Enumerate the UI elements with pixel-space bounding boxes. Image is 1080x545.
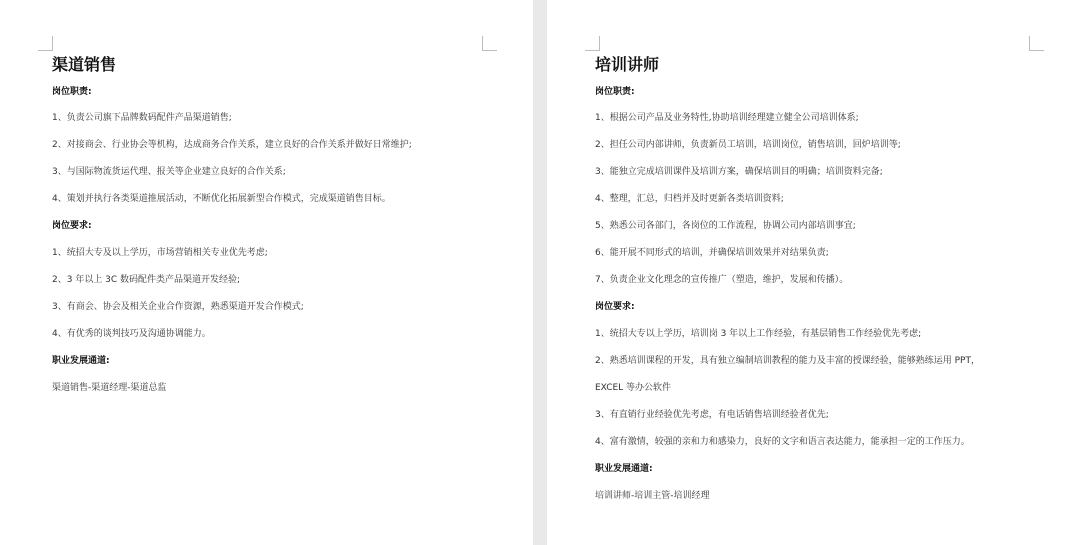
section-heading-requirements: 岗位要求: (595, 302, 635, 312)
margin-corner-mark (482, 36, 497, 51)
duty-item: 1、负责公司旗下品牌数码配件产品渠道销售; (52, 113, 232, 123)
duty-item: 3、能独立完成培训课件及培训方案，确保培训目的明确；培训资料完备; (595, 167, 883, 177)
requirement-item: 2、3 年以上 3C 数码配件类产品渠道开发经验; (52, 275, 241, 285)
section-heading-duties: 岗位职责: (52, 87, 92, 97)
requirement-item-continued: EXCEL 等办公软件 (595, 383, 672, 393)
section-heading-requirements: 岗位要求: (52, 221, 92, 231)
margin-corner-mark (38, 36, 53, 51)
margin-corner-mark (1029, 36, 1044, 51)
duty-item: 6、能开展不同形式的培训，并确保培训效果并对结果负责; (595, 248, 829, 258)
requirement-item: 1、统招大专及以上学历，市场营销相关专业优先考虑; (52, 248, 268, 258)
section-heading-duties: 岗位职责: (595, 87, 635, 97)
margin-corner-mark (585, 36, 600, 51)
page-title: 培训讲师 (595, 55, 660, 74)
requirement-item: 3、有直销行业经验优先考虑，有电话销售培训经验者优先; (595, 410, 829, 420)
page-content[interactable] (595, 54, 1050, 517)
career-path: 渠道销售-渠道经理-渠道总监 (52, 383, 167, 393)
requirement-item: 3、有商会、协会及相关企业合作资源，熟悉渠道开发合作模式; (52, 302, 304, 312)
page-title: 渠道销售 (52, 55, 117, 74)
section-heading-career: 职业发展通道: (52, 356, 110, 366)
career-path: 培训讲师-培训主管-培训经理 (595, 491, 710, 501)
duty-item: 5、熟悉公司各部门，各岗位的工作流程，协调公司内部培训事宜; (595, 221, 856, 231)
requirement-item: 2、熟悉培训课程的开发，具有独立编制培训教程的能力及丰富的授课经验，能够熟练运用 PPT， (595, 356, 980, 366)
document-page-left (0, 0, 533, 545)
duty-item: 2、对接商会、行业协会等机构，达成商务合作关系，建立良好的合作关系并做好日常维护; (52, 140, 412, 150)
duty-item: 1、根据公司产品及业务特性,协助培训经理建立健全公司培训体系; (595, 113, 859, 123)
duty-item: 3、与国际物流货运代理、报关等企业建立良好的合作关系; (52, 167, 286, 177)
duty-item: 4、策划并执行各类渠道推展活动，不断优化拓展新型合作模式，完成渠道销售目标。 (52, 194, 391, 204)
requirement-item: 4、有优秀的谈判技巧及沟通协调能力。 (52, 329, 211, 339)
duty-item: 2、担任公司内部讲师，负责新员工培训，培训岗位，销售培训，回炉培训等; (595, 140, 901, 150)
document-page-right (547, 0, 1080, 545)
duty-item: 4、整理，汇总，归档并及时更新各类培训资料; (595, 194, 784, 204)
requirement-item: 4、富有激情，较强的亲和力和感染力，良好的文字和语言表达能力，能承担一定的工作压力。 (595, 437, 970, 447)
page-content[interactable] (52, 54, 503, 409)
requirement-item: 1、统招大专以上学历，培训岗 3 年以上工作经验，有基层销售工作经验优先考虑; (595, 329, 922, 339)
section-heading-career: 职业发展通道: (595, 464, 653, 474)
duty-item: 7、负责企业文化理念的宣传推广（塑造，维护，发展和传播）。 (595, 275, 849, 285)
